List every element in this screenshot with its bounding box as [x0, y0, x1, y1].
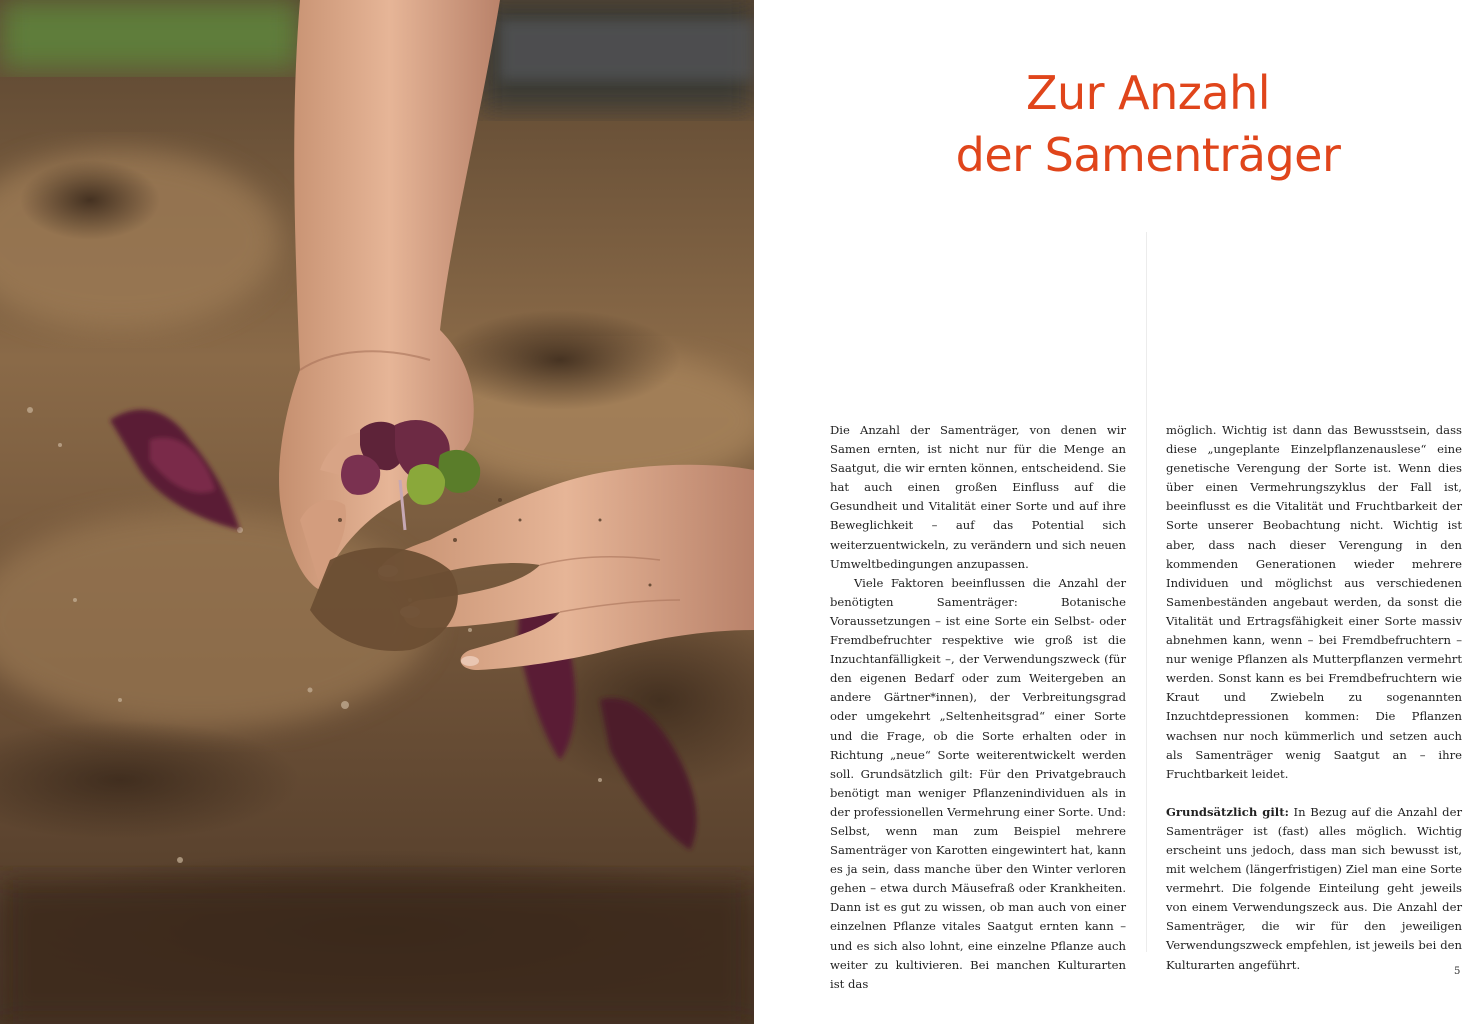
text-column-left — [830, 421, 1126, 994]
column-divider — [1146, 232, 1147, 952]
page-title — [754, 62, 1463, 186]
paragraph-factors: Viele Faktoren beeinflussen die Anzahl der benötigten Samenträger: Botanische Voraussetzungen – ist eine Sorte ein Selbst- oder Fremdbefruchter respektive wie groß ist die Inzuchtanfälligkeit –, der Verwendungszweck (für den eigenen Bedarf oder zum Weitergeben an andere Gärtner*innen), der Verbreitungsgrad oder umgekehrt „Seltenheitsgrad“ einer Sorte und die Frage, ob die Sorte erhalten oder in Richtung „neue“ Sorte weiterentwickelt werden soll. Grundsätzlich gilt: Für den Privatgebrauch benötigt man weniger Pflanzenindividuen als in der professionellen Vermehrung einer Sorte. Und: Selbst, wenn man zum Beispiel mehrere Samenträger von Karotten eingewintert hat, kann es ja sein, dass manche über den Winter verloren gehen – etwa durch Mäusefraß oder Krankheiten. Dann ist es gut zu wissen, ob man auch von einer einzelnen Pflanze vitales Saatgut ernten kann – und es sich also lohnt, eine einzelne Pflanze auch weiter zu kultivieren. Bei manchen Kulturarten ist das — [830, 575, 1126, 991]
text-page — [754, 0, 1463, 1024]
paragraph-continuation: möglich. Wichtig ist dann das Bewusstsein, dass diese „ungeplante Einzelpflanzenauslese“ eine genetische Verengung der Sorte ist. Wenn dies über einen Vermehrungszyklus der Fall ist, beeinflusst es die Vitalität und Fruchtbarkeit der Sorte unserer Beobachtung nicht. Wichtig ist aber, dass nach dieser Verengung in den kommenden Generationen wieder mehrere Individuen und möglichst aus verschiedenen Samenbeständen angebaut werden, da sonst die Vitalität und Ertragsfähigkeit einer Sorte massiv abnehmen kann, wenn – bei Fremdbefruchtern – nur wenige Pflanzen als Mutterpflanzen vermehrt werden. Sonst kann es bei Fremdbefruchtern wie Kraut und Zwiebeln zu sogenannten Inzuchtdepressionen kommen: Die Pflanzen wachsen nur noch kümmerlich und setzen auch als Samenträger wenig Saatgut an – ihre Fruchtbarkeit leidet. — [1166, 423, 1462, 781]
paragraph-intro: Die Anzahl der Samenträger, von denen wir Samen ernten, ist nicht nur für die Menge an Saatgut, die wir ernten können, entscheidend. Sie hat auch einen großen Einfluss auf die Gesundheit und Vitalität einer Sorte und auf ihre Beweglichkeit – auf das Potential sich weiterzuentwickeln, zu verändern und sich neuen Umweltbedingungen anzupassen. — [830, 423, 1126, 571]
page-number: 5 — [1454, 966, 1461, 977]
paragraph-principle — [1166, 803, 1462, 975]
title-line-1: Zur Anzahl — [1025, 66, 1271, 120]
paragraph-principle-lead: Grundsätzlich gilt: — [1166, 804, 1289, 819]
text-column-right — [1166, 421, 1462, 975]
paragraph-principle-body: In Bezug auf die Anzahl der Samenträger ist (fast) alles möglich. Wichtig erscheint uns jedoch, dass man sich bewusst ist, mit welchem (längerfristigen) Ziel man eine Sorte vermehrt. Die folgende Einteilung geht jeweils von einem Verwendungszeck aus. Die Anzahl der Samenträger, die wir für den jeweiligen Verwendungszweck empfehlen, ist jeweils bei den Kulturarten angeführt. — [1166, 804, 1462, 972]
title-line-2: der Samenträger — [955, 128, 1341, 182]
